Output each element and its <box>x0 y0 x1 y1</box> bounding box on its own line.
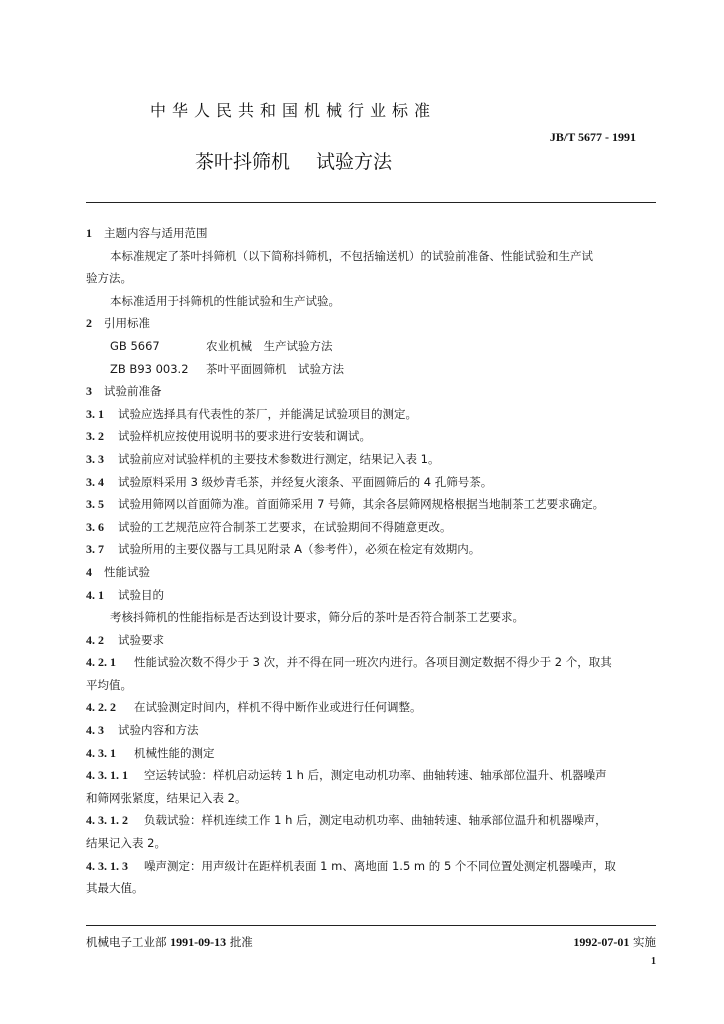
header-rule <box>86 202 656 203</box>
document-body <box>86 222 656 900</box>
clause-item: 3. 1 试验应选择具有代表性的茶厂，并能满足试验项目的测定。 <box>86 406 417 421</box>
paragraph-line: 结果记入表 2。 <box>86 836 166 851</box>
paragraph-line: 考核抖筛机的性能指标是否达到设计要求，筛分后的茶叶是否符合制茶工艺要求。 <box>110 610 524 625</box>
paragraph-line: 和筛网张紧度，结果记入表 2。 <box>86 790 247 805</box>
clause-item: 4. 2. 1 性能试验次数不得少于 3 次，并不得在同一班次内进行。各项目测定数据不得少于 2 个，取其 <box>86 655 612 670</box>
impl-date: 1992-07-01 <box>573 935 630 949</box>
subsection-heading: 4. 3 试验内容和方法 <box>86 723 199 738</box>
approve-label: 批准 <box>229 935 253 949</box>
impl-label: 实施 <box>633 935 656 949</box>
paragraph-line: 本标准规定了茶叶抖筛机（以下简称抖筛机，不包括输送机）的试验前准备、性能试验和生产试 <box>110 248 593 263</box>
implementation-line <box>573 934 656 950</box>
subsection-heading: 4. 1 试验目的 <box>86 587 164 602</box>
paragraph-line: 验方法。 <box>86 271 132 286</box>
section-heading: 3 试验前准备 <box>86 384 162 399</box>
paragraph-line: 平均值。 <box>86 677 132 692</box>
section-heading: 1 主题内容与适用范围 <box>86 226 208 240</box>
title-sub: 试验方法 <box>316 151 393 173</box>
issuer: 机械电子工业部 <box>86 935 167 949</box>
approval-line <box>86 934 253 950</box>
subsection-heading: 4. 2 试验要求 <box>86 632 164 647</box>
clause-item: 4. 2. 2 在试验测定时间内，样机不得中断作业或进行任何调整。 <box>86 700 422 715</box>
paragraph-line: 其最大值。 <box>86 881 144 896</box>
section-heading: 4 性能试验 <box>86 564 150 579</box>
reference-item: ZB B93 003.2 茶叶平面圆筛机 试验方法 <box>110 361 344 376</box>
footer-rule <box>86 925 656 926</box>
title-main: 茶叶抖筛机 <box>195 151 291 173</box>
approve-date: 1991-09-13 <box>170 935 227 949</box>
section-heading: 2 引用标准 <box>86 316 150 331</box>
clause-item: 3. 7 试验所用的主要仪器与工具见附录 A（参考件），必须在检定有效期内。 <box>86 542 481 557</box>
clause-item: 3. 4 试验原料采用 3 级炒青毛茶，并经复火滚条、平面圆筛后的 4 孔筛号茶。 <box>86 474 493 489</box>
clause-item: 4. 3. 1. 2 负载试验：样机连续工作 1 h 后，测定电动机功率、曲轴转速、轴承部位温升和机器噪声， <box>86 813 607 828</box>
clause-item: 3. 6 试验的工艺规范应符合制茶工艺要求，在试验期间不得随意更改。 <box>86 519 452 534</box>
standard-number: JB/T 5677 - 1991 <box>549 130 636 144</box>
clause-item: 3. 3 试验前应对试验样机的主要技术参数进行测定，结果记入表 1。 <box>86 451 440 466</box>
paragraph-line: 本标准适用于抖筛机的性能试验和生产试验。 <box>110 293 340 308</box>
page-number: 1 <box>651 956 656 967</box>
clause-item: 3. 5 试验用筛网以首面筛为准。首面筛采用 7 号筛，其余各层筛网规格根据当地制茶工艺要求确定。 <box>86 497 605 512</box>
clause-item: 4. 3. 1. 3 噪声测定：用声级计在距样机表面 1 m、离地面 1.5 m 的 5 个不同位置处测定机器噪声，取 <box>86 858 616 873</box>
issuing-authority: 中华人民共和国机械行业标准 <box>150 101 437 120</box>
document-title <box>195 147 392 174</box>
clause-item: 4. 3. 1. 1 空运转试验：样机启动运转 1 h 后，测定电动机功率、曲轴转速、轴承部位温升、机器噪声 <box>86 768 607 783</box>
clause-item: 3. 2 试验样机应按使用说明书的要求进行安装和调试。 <box>86 429 371 444</box>
reference-item: GB 5667 农业机械 生产试验方法 <box>110 338 333 353</box>
subsection-heading: 4. 3. 1 机械性能的测定 <box>86 745 215 760</box>
